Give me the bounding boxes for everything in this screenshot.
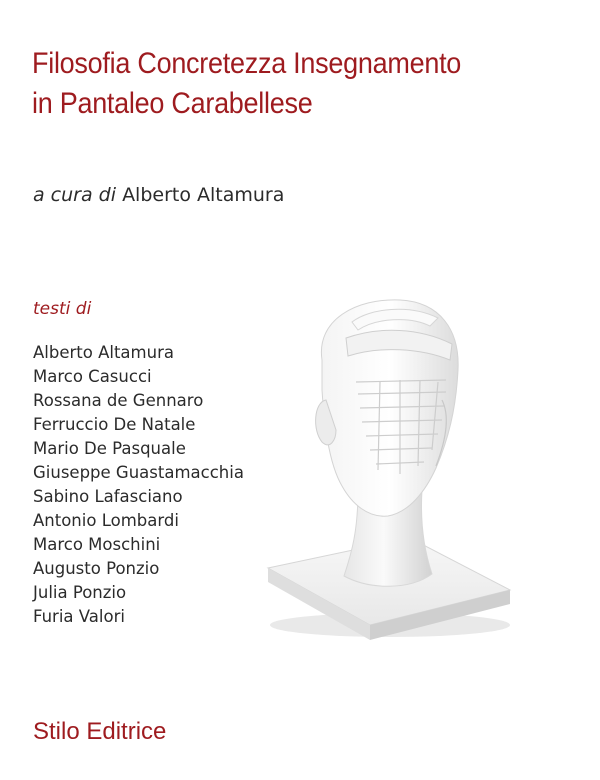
texts-by-label: testi di [33,299,92,319]
author-item: Giuseppe Guastamacchia [33,463,244,482]
editor-credit [33,184,284,206]
editor-prefix: a cura di [33,184,117,206]
author-item: Julia Ponzio [33,583,127,602]
author-item: Rossana de Gennaro [33,391,204,410]
book-title [32,44,572,124]
author-list [33,341,244,629]
author-item: Antonio Lombardi [33,511,179,530]
author-item: Ferruccio De Natale [33,415,196,434]
author-item: Augusto Ponzio [33,559,160,578]
head-sculpture-image [260,290,520,650]
publisher-name: Stilo Editrice [33,718,167,745]
title-line-2: in Pantaleo Carabellese [32,87,313,120]
editor-name: Alberto Altamura [122,184,285,206]
author-item: Sabino Lafasciano [33,487,183,506]
author-item: Marco Casucci [33,367,152,386]
author-item: Alberto Altamura [33,343,174,362]
author-item: Marco Moschini [33,535,161,554]
title-line-1: Filosofia Concretezza Insegnamento [32,47,462,80]
author-item: Furia Valori [33,607,125,626]
author-item: Mario De Pasquale [33,439,186,458]
